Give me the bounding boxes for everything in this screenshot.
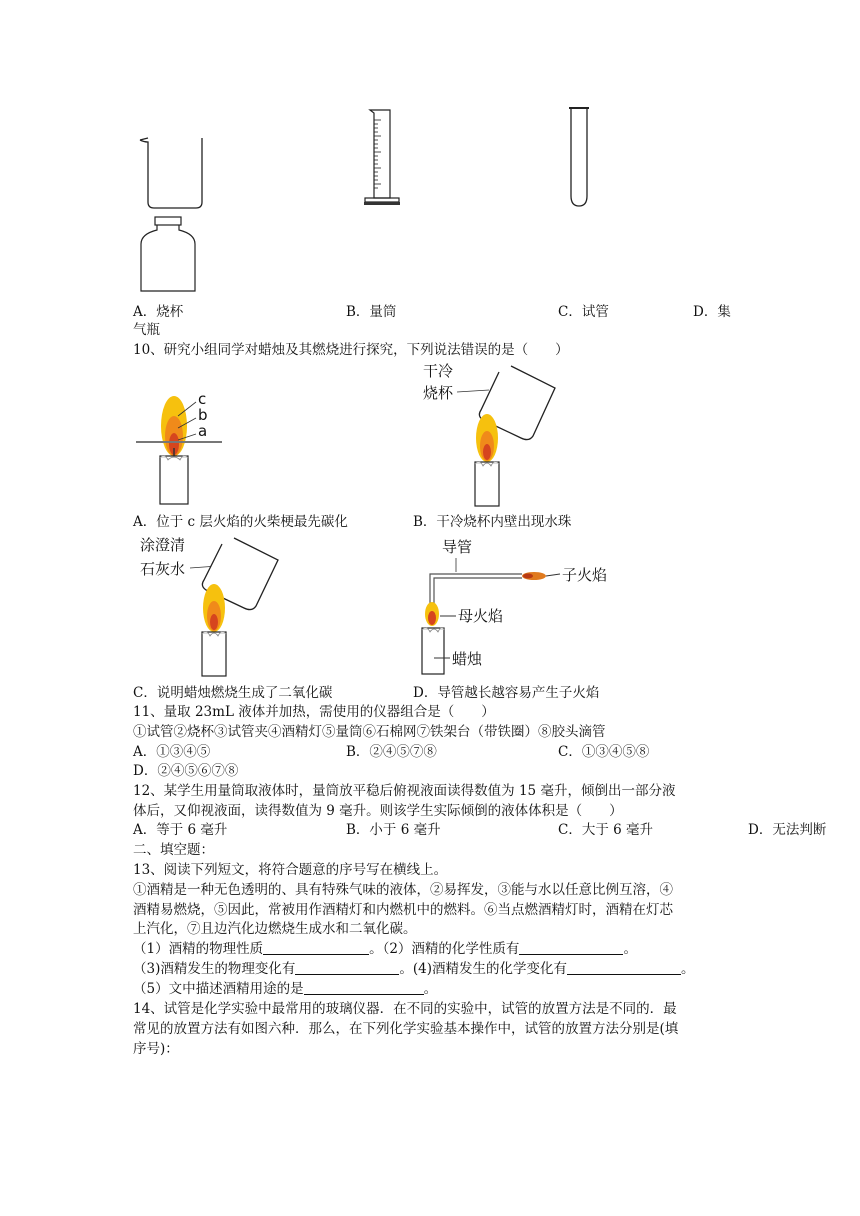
layer-a-label: a (198, 422, 208, 440)
q11-instrument-list: ①试管②烧杯③试管夹④酒精灯⑤量筒⑥石棉网⑦铁架台（带铁圈）⑧胶头滴管 (133, 724, 606, 740)
section-heading: 二、填空题： (133, 842, 214, 858)
q13-sub2-blank[interactable] (519, 940, 623, 955)
child-flame-figure (412, 534, 622, 678)
beaker-figure (138, 134, 208, 212)
limewater-label-2: 石灰水 (140, 560, 186, 578)
gas-jar-figure (137, 216, 199, 294)
q11-option-d[interactable]: D．②④⑤⑥⑦⑧ (133, 763, 239, 779)
limewater-beaker-candle-figure (138, 532, 288, 678)
q13-sub1-label: （1）酒精的物理性质 (133, 941, 264, 957)
q10-stem: 10、研究小组同学对蜡烛及其燃烧进行探究，下列说法错误的是（ ） (133, 342, 569, 358)
q13-sub3-label: （3)酒精发生的物理变化有 (133, 961, 296, 977)
q12-stem-1: 12、某学生用量筒取液体时，量筒放平稳后俯视液面读得数值为 15 毫升，倾倒出一部分液 (133, 783, 676, 799)
q14-stem-1: 14、试管是化学实验中最常用的玻璃仪器．在不同的实验中，试管的放置方法是不同的．最 (133, 1001, 677, 1017)
candle-label: 蜡烛 (452, 650, 483, 668)
q13-stem: 13、阅读下列短文，将符合题意的序号写在横线上。 (133, 862, 448, 878)
q12-option-b[interactable]: B．小于 6 毫升 (346, 822, 441, 838)
graduated-cylinder-figure (362, 108, 402, 210)
q12-stem-2: 体后，又仰视液面，读得数值为 9 毫升。则该学生实际倾倒的液体体积是（ ） (133, 803, 623, 819)
q11-stem: 11、量取 23mL 液体并加热，需使用的仪器组合是（ ） (133, 704, 495, 720)
mother-flame-label: 母火焰 (458, 607, 504, 625)
q13-sub5-label: （5）文中描述酒精用途的是 (133, 981, 304, 997)
q13-sub2-label: 。（2）酒精的化学性质有 (369, 941, 520, 957)
q12-option-c[interactable]: C．大于 6 毫升 (558, 822, 654, 838)
q9-option-d[interactable]: D．集 (693, 304, 731, 320)
layer-c-label: c (198, 390, 207, 408)
q11-option-c[interactable]: C．①③④⑤⑧ (558, 744, 650, 760)
child-flame-label: 子火焰 (562, 566, 608, 584)
q13-sub3-blank[interactable] (295, 960, 399, 975)
q13-subquestions-1-2: （1）酒精的物理性质 。（2）酒精的化学性质有 。 (133, 941, 637, 957)
test-tube-figure (567, 106, 591, 210)
q9-option-c[interactable]: C．试管 (558, 304, 609, 320)
q10-option-a[interactable]: A．位于 c 层火焰的火柴梗最先碳化 (133, 514, 348, 530)
q11-option-b[interactable]: B．②④⑤⑦⑧ (346, 744, 437, 760)
cold-beaker-candle-figure (415, 358, 565, 508)
q14-stem-3: 序号)： (133, 1041, 179, 1057)
q10-option-c[interactable]: C．说明蜡烛燃烧生成了二氧化碳 (133, 685, 333, 701)
q13-sub5-blank[interactable] (304, 980, 424, 995)
q9-option-d-cont: 气瓶 (133, 322, 160, 338)
q13-sub1-blank[interactable] (263, 940, 369, 955)
q12-option-a[interactable]: A．等于 6 毫升 (133, 822, 228, 838)
q13-passage-3: 上汽化，⑦且边汽化边燃烧生成水和二氧化碳。 (133, 921, 417, 937)
limewater-label-1: 涂澄清 (140, 536, 186, 554)
q13-sub4-label: 。(4)酒精发生的化学变化有 (399, 961, 567, 977)
q13-passage-1: ①酒精是一种无色透明的、具有特殊气味的液体，②易挥发，③能与水以任意比例互溶，④ (133, 882, 673, 898)
q9-option-a[interactable]: A．烧杯 (133, 304, 184, 320)
cold-beaker-label-2: 烧杯 (423, 384, 454, 402)
q10-option-d[interactable]: D．导管越长越容易产生子火焰 (413, 685, 600, 701)
q14-stem-2: 常见的放置方法有如图六种．那么，在下列化学实验基本操作中，试管的放置方法分别是(填 (133, 1021, 679, 1037)
q13-subquestions-3-4: （3)酒精发生的物理变化有 。(4)酒精发生的化学变化有 。 (133, 961, 695, 977)
cold-beaker-label-1: 干冷 (423, 362, 454, 380)
tube-label: 导管 (442, 538, 473, 556)
q13-subquestion-5: （5）文中描述酒精用途的是 。 (133, 981, 438, 997)
candle-match-figure (130, 388, 240, 508)
q13-passage-2: 酒精易燃烧，⑤因此，常被用作酒精灯和内燃机中的燃料。⑥当点燃酒精灯时，酒精在灯芯 (133, 902, 673, 918)
q10-option-b[interactable]: B．干冷烧杯内壁出现水珠 (413, 514, 572, 530)
q11-option-a[interactable]: A．①③④⑤ (133, 744, 211, 760)
q13-sub4-blank[interactable] (567, 960, 681, 975)
q12-option-d[interactable]: D．无法判断 (748, 822, 827, 838)
layer-b-label: b (198, 406, 208, 424)
q9-option-b[interactable]: B．量筒 (346, 304, 397, 320)
